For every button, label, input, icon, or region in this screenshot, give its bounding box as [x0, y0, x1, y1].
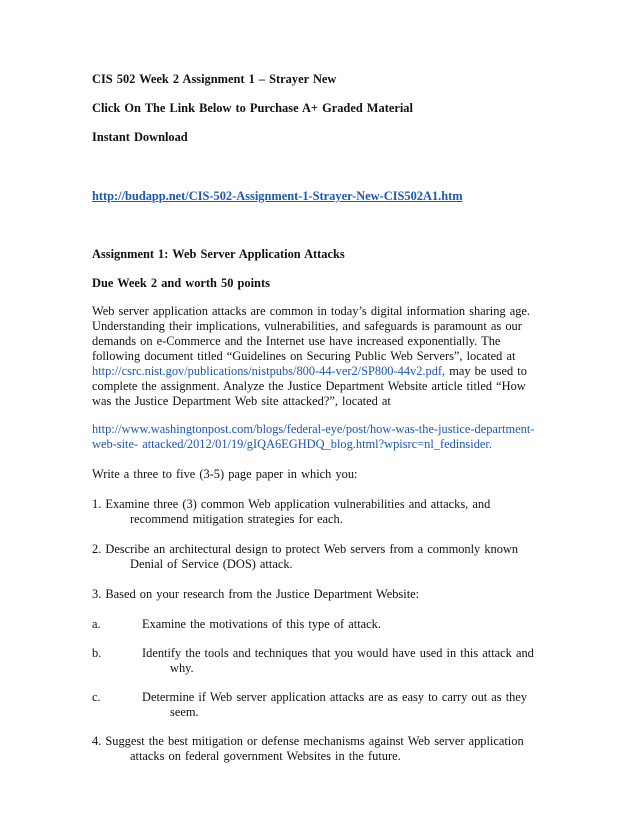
intro-line: complete the assignment. Analyze the Justice Department Website article titled “How — [92, 379, 526, 393]
due-date: Due Week 2 and worth 50 points — [92, 276, 270, 290]
washingtonpost-link[interactable]: http://www.washingtonpost.com/blogs/federal-eye/post/how-was-the-justice-department- — [92, 422, 535, 436]
task-item-2: 2. Describe an architectural design to protect Web servers from a commonly known — [92, 542, 519, 556]
intro-line: Web server application attacks are common in today’s digital information sharing age. — [92, 304, 531, 318]
intro-line: following document titled “Guidelines on Securing Public Web Servers”, located at — [92, 349, 516, 363]
sub-item-a-label: a. — [92, 617, 101, 631]
task-item-1-continued: recommend mitigation strategies for each. — [130, 512, 343, 526]
document-title: CIS 502 Week 2 Assignment 1 – Strayer New — [92, 72, 337, 86]
intro-line: demands on e-Commerce and the Internet use have increased exponentially. The — [92, 334, 501, 348]
washingtonpost-link-continued[interactable]: web-site- attacked/2012/01/19/gIQA6EGHDQ_blog.html?wpisrc=nl_fedinsider. — [92, 437, 492, 451]
task-item-4: 4. Suggest the best mitigation or defense mechanisms against Web server application — [92, 734, 524, 748]
sub-item-c: Determine if Web server application attacks are as easy to carry out as they — [142, 690, 528, 704]
purchase-instruction: Click On The Link Below to Purchase A+ Graded Material — [92, 101, 413, 115]
sub-item-b-continued: why. — [170, 661, 194, 675]
intro-line — [92, 364, 527, 379]
sub-item-a: Examine the motivations of this type of attack. — [142, 617, 381, 631]
nist-link[interactable]: http://csrc.nist.gov/publications/nistpubs/800-44-ver2/SP800-44v2.pdf, — [92, 364, 446, 378]
task-item-1: 1. Examine three (3) common Web application vulnerabilities and attacks, and — [92, 497, 491, 511]
purchase-link[interactable]: http://budapp.net/CIS-502-Assignment-1-Strayer-New-CIS502A1.htm — [92, 189, 463, 203]
sub-item-b: Identify the tools and techniques that you would have used in this attack and — [142, 646, 534, 660]
intro-line: Understanding their implications, vulnerabilities, and safeguards is paramount as our — [92, 319, 522, 333]
task-item-2-continued: Denial of Service (DOS) attack. — [130, 557, 293, 571]
sub-item-c-label: c. — [92, 690, 101, 704]
sub-item-c-continued: seem. — [170, 705, 199, 719]
intro-line: was the Justice Department Web site attacked?”, located at — [92, 394, 391, 408]
instant-download-label: Instant Download — [92, 130, 188, 144]
assignment-heading: Assignment 1: Web Server Application Attacks — [92, 247, 345, 261]
task-item-3: 3. Based on your research from the Justice Department Website: — [92, 587, 420, 601]
intro-line-rest: may be used to — [445, 364, 527, 378]
sub-item-b-label: b. — [92, 646, 102, 660]
task-item-4-continued: attacks on federal government Websites in the future. — [130, 749, 401, 763]
task-intro: Write a three to five (3-5) page paper in which you: — [92, 467, 358, 481]
